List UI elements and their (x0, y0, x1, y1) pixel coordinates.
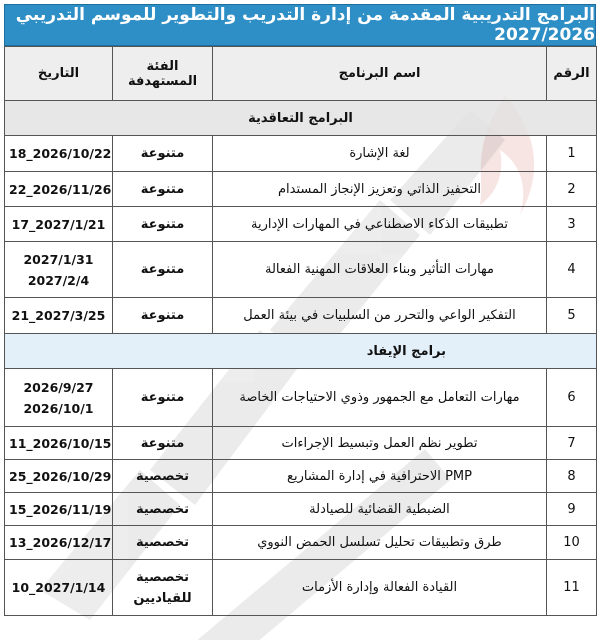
row-num: 3 (547, 207, 597, 242)
column-header-num: الرقم (547, 47, 597, 101)
row-category: متنوعة (113, 172, 213, 207)
row-name: طرق وتطبيقات تحليل تسلسل الحمض النووي (213, 526, 547, 560)
table-row (5, 136, 597, 172)
table-row (5, 526, 597, 560)
column-header-category: الفئة المستهدفة (113, 47, 213, 101)
row-name: لغة الإشارة (213, 136, 547, 172)
row-name: تطبيقات الذكاء الاصطناعي في المهارات الإدارية (213, 207, 547, 242)
row-num: 1 (547, 136, 597, 172)
row-category: متنوعة (113, 369, 213, 427)
row-date: 10_2027/1/14 (5, 560, 113, 616)
row-date: 11_2026/10/15 (5, 427, 113, 460)
table-row (5, 242, 597, 298)
row-name: PMP الاحترافية في إدارة المشاريع (213, 460, 547, 493)
page-title: البرامج التدريبية المقدمة من إدارة التدريب والتطوير للموسم التدريبي 2027/2026 (4, 4, 596, 46)
section-row-contract (5, 101, 597, 136)
row-num: 10 (547, 526, 597, 560)
table-row (5, 493, 597, 526)
row-date: 13_2026/12/17 (5, 526, 113, 560)
column-header-name: اسم البرنامج (213, 47, 547, 101)
section-row-delegation (5, 334, 597, 369)
row-date: 22_2026/11/26 (5, 172, 113, 207)
row-name: الضبطية القضائية للصيادلة (213, 493, 547, 526)
row-date: 21_2027/3/25 (5, 298, 113, 334)
table-row (5, 298, 597, 334)
row-num: 11 (547, 560, 597, 616)
row-category: متنوعة (113, 242, 213, 298)
row-name: القيادة الفعالة وإدارة الأزمات (213, 560, 547, 616)
row-date: 17_2027/1/21 (5, 207, 113, 242)
column-header-date: التاريخ (5, 47, 113, 101)
table-row (5, 207, 597, 242)
row-category: متنوعة (113, 298, 213, 334)
row-category: تخصصية (113, 493, 213, 526)
table-row (5, 369, 597, 427)
row-category-line1: تخصصية (135, 569, 190, 585)
row-num: 7 (547, 427, 597, 460)
row-num: 2 (547, 172, 597, 207)
row-num: 8 (547, 460, 597, 493)
row-date: 15_2026/11/19 (5, 493, 113, 526)
row-name: التحفيز الذاتي وتعزيز الإنجاز المستدام (213, 172, 547, 207)
row-date-start: 2027/1/31 (23, 251, 94, 267)
table-row (5, 427, 597, 460)
table-header-row (5, 47, 597, 101)
row-category (113, 560, 213, 616)
row-date-end: 2027/2/4 (27, 272, 90, 288)
row-name: مهارات التأثير وبناء العلاقات المهنية الفعالة (213, 242, 547, 298)
row-name: مهارات التعامل مع الجمهور وذوي الاحتياجات الخاصة (213, 369, 547, 427)
programs-table (4, 46, 597, 616)
row-date: 18_2026/10/22 (5, 136, 113, 172)
row-date: 25_2026/10/29 (5, 460, 113, 493)
table-row (5, 172, 597, 207)
row-date-start: 2026/9/27 (23, 379, 94, 395)
table-row (5, 560, 597, 616)
row-category: متنوعة (113, 136, 213, 172)
row-name: تطوير نظم العمل وتبسيط الإجراءات (213, 427, 547, 460)
row-date (5, 369, 113, 427)
row-num: 5 (547, 298, 597, 334)
row-num: 4 (547, 242, 597, 298)
section-label: برامج الإيفاد (5, 334, 597, 369)
row-category: متنوعة (113, 427, 213, 460)
row-category: تخصصية (113, 526, 213, 560)
row-date-end: 2026/10/1 (23, 400, 94, 416)
table-row (5, 460, 597, 493)
row-date (5, 242, 113, 298)
row-name: التفكير الواعي والتحرر من السلبيات في بيئة العمل (213, 298, 547, 334)
row-category-line2: للقياديين (133, 590, 192, 606)
row-category: تخصصية (113, 460, 213, 493)
row-category: متنوعة (113, 207, 213, 242)
row-num: 6 (547, 369, 597, 427)
row-num: 9 (547, 493, 597, 526)
section-label: البرامج التعاقدية (5, 101, 597, 136)
